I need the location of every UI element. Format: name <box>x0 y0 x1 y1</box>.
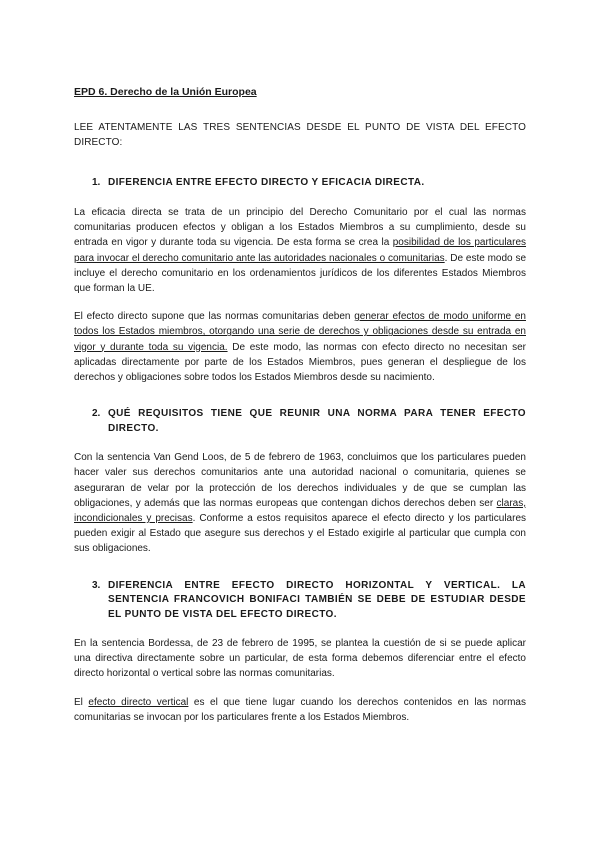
section-1-paragraph-2: El efecto directo supone que las normas comunitarias deben generar efectos de modo uniforme en todos los Estados miembros, otorgando una serie de derechos y obligaciones desde su entrada en vigor y durante toda su vigencia. De este modo, las normas con efecto directo no necesitan ser aplicadas directamente por parte de los Estados Miembros, pues generan el despliegue de los derechos y obligaciones sobre todos los Estados Miembros desde su nacimiento. <box>74 311 526 383</box>
section-3-heading <box>92 579 526 623</box>
section-1-heading <box>92 176 526 191</box>
underlined-phrase: generar efectos de modo uniforme en todos los Estados miembros, otorgando una serie de derechos y obligaciones desde su entrada en vigor y durante toda su vigencia. <box>74 311 526 353</box>
section-1-paragraph-1: La eficacia directa se trata de un principio del Derecho Comunitario por el cual las normas comunitarias producen efectos y obligan a los Estados Miembros a su cumplimiento, desde su entrada en vigor y durante toda su vigencia. De esta forma se crea la posibilidad de los particulares para invocar el derecho comunitario ante las autoridades nacionales o comunitarias. De este modo se incluye el derecho comunitario en los ordenamientos jurídicos de los diferentes Estados Miembros que forman la UE. <box>74 206 527 294</box>
section-1-heading-text: DIFERENCIA ENTRE EFECTO DIRECTO Y EFICACIA DIRECTA. <box>108 177 425 189</box>
section-2-heading <box>92 407 526 436</box>
section-3-paragraph-1: En la sentencia Bordessa, de 23 de febrero de 1995, se plantea la cuestión de si se puede aplicar una directiva directamente sobre un particular, de esta forma debemos diferenciar entre el efecto directo horizontal o vertical sobre las normas comunitarias. <box>74 638 526 680</box>
section-3-heading-text: DIFERENCIA ENTRE EFECTO DIRECTO HORIZONTAL Y VERTICAL. LA SENTENCIA FRANCOVICH BONIFACI TAMBIÉN SE DEBE DE ESTUDIAR DESDE EL PUNTO DE VISTA DEL EFECTO DIRECTO. <box>108 579 526 620</box>
intro-instruction: LEE ATENTAMENTE LAS TRES SENTENCIAS DESDE EL PUNTO DE VISTA DEL EFECTO DIRECTO: <box>74 122 526 149</box>
underlined-phrase: posibilidad de los particulares para invocar el derecho comunitario ante las autoridades nacionales o comunitarias <box>74 237 527 264</box>
section-3-paragraph-2: El efecto directo vertical es el que tiene lugar cuando los derechos contenidos en las normas comunitarias se invocan por los particulares frente a los Estados Miembros. <box>74 696 526 723</box>
underlined-phrase: efecto directo vertical <box>88 696 189 708</box>
section-3-number: 3. <box>92 579 101 591</box>
section-2-paragraph-1: Con la sentencia Van Gend Loos, de 5 de febrero de 1963, concluimos que los particulares pueden hacer valer sus derechos comunitarios ante una autoridad nacional o comunitaria, quienes se aseguraran de velar por la protección de los derechos individuales y de que se cumplan las obligaciones, y además que las normas europeas que contengan dichos derechos deben ser claras, incondicionales y precisas. Conforme a estos requisitos aparece el efecto directo y los particulares pueden exigir al Estado que asegure sus derechos y el Estado exigirle al particular que cumpla con sus obligaciones. <box>74 452 527 555</box>
section-2-number: 2. <box>92 408 101 420</box>
document-title: EPD 6. Derecho de la Unión Europea <box>74 86 257 98</box>
underlined-phrase: claras, incondicionales y precisas <box>74 497 526 524</box>
section-2-heading-text: QUÉ REQUISITOS TIENE QUE REUNIR UNA NORMA PARA TENER EFECTO DIRECTO. <box>108 408 526 434</box>
section-1-number: 1. <box>92 177 101 189</box>
